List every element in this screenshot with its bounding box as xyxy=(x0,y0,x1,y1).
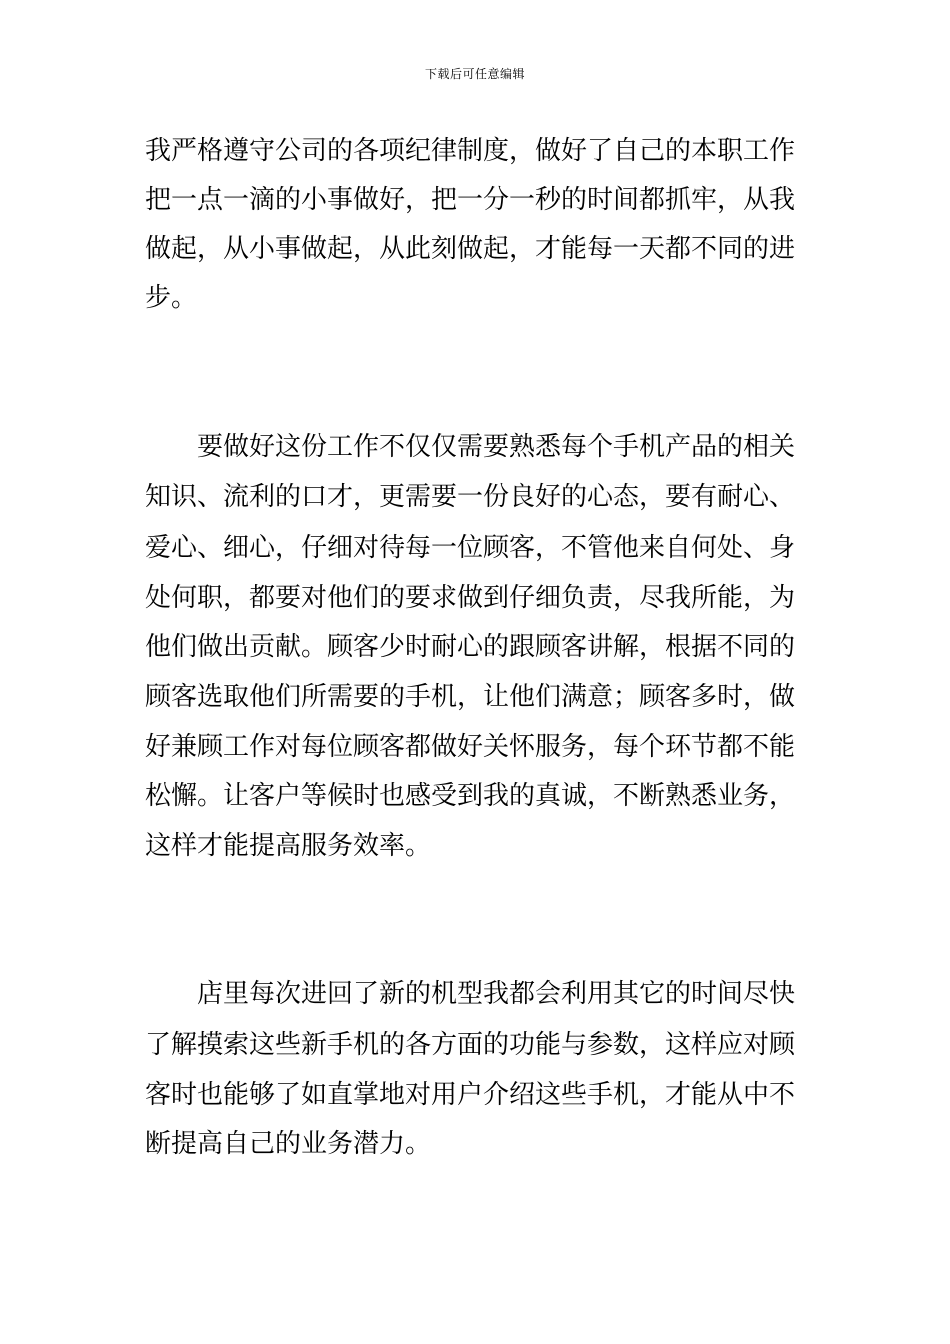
paragraph-2-line-6: 顾客选取他们所需要的手机，让他们满意；顾客多时，做 xyxy=(145,682,796,712)
paragraph-2-line-3: 爱心、细心，仔细对待每一位顾客，不管他来自何处、身 xyxy=(145,533,796,563)
paragraph-1-line-1: 我严格遵守公司的各项纪律制度，做好了自己的本职工作 xyxy=(145,136,796,166)
paragraph-2-line-5: 他们做出贡献。顾客少时耐心的跟顾客讲解，根据不同的 xyxy=(145,632,796,662)
paragraph-2-line-4: 处何职，都要对他们的要求做到仔细负责，尽我所能，为 xyxy=(145,583,796,613)
paragraph-3-line-3: 客时也能够了如直掌地对用户介绍这些手机，才能从中不 xyxy=(145,1080,796,1110)
paragraph-2-line-1: 要做好这份工作不仅仅需要熟悉每个手机产品的相关 xyxy=(145,432,796,462)
paragraph-1-line-2: 把一点一滴的小事做好，把一分一秒的时间都抓牢，从我 xyxy=(145,185,796,215)
paragraph-3-line-2: 了解摸索这些新手机的各方面的功能与参数，这样应对顾 xyxy=(145,1030,796,1060)
paragraph-3-line-1: 店里每次进回了新的机型我都会利用其它的时间尽快 xyxy=(145,979,796,1009)
paragraph-1-line-4: 步。 xyxy=(145,283,198,313)
paragraph-2-line-7: 好兼顾工作对每位顾客都做好关怀服务，每个环节都不能 xyxy=(145,732,796,762)
header-note: 下载后可任意编辑 xyxy=(424,67,525,81)
paragraph-1-line-3: 做起，从小事做起，从此刻做起，才能每一天都不同的进 xyxy=(145,234,796,264)
paragraph-3-line-4: 断提高自己的业务潜力。 xyxy=(145,1129,432,1159)
paragraph-2-line-2: 知识、流利的口才，更需要一份良好的心态，要有耐心、 xyxy=(145,482,796,512)
paragraph-2-line-8: 松懈。让客户等候时也感受到我的真诚，不断熟悉业务， xyxy=(145,781,796,811)
paragraph-2-line-9: 这样才能提高服务效率。 xyxy=(145,831,432,861)
